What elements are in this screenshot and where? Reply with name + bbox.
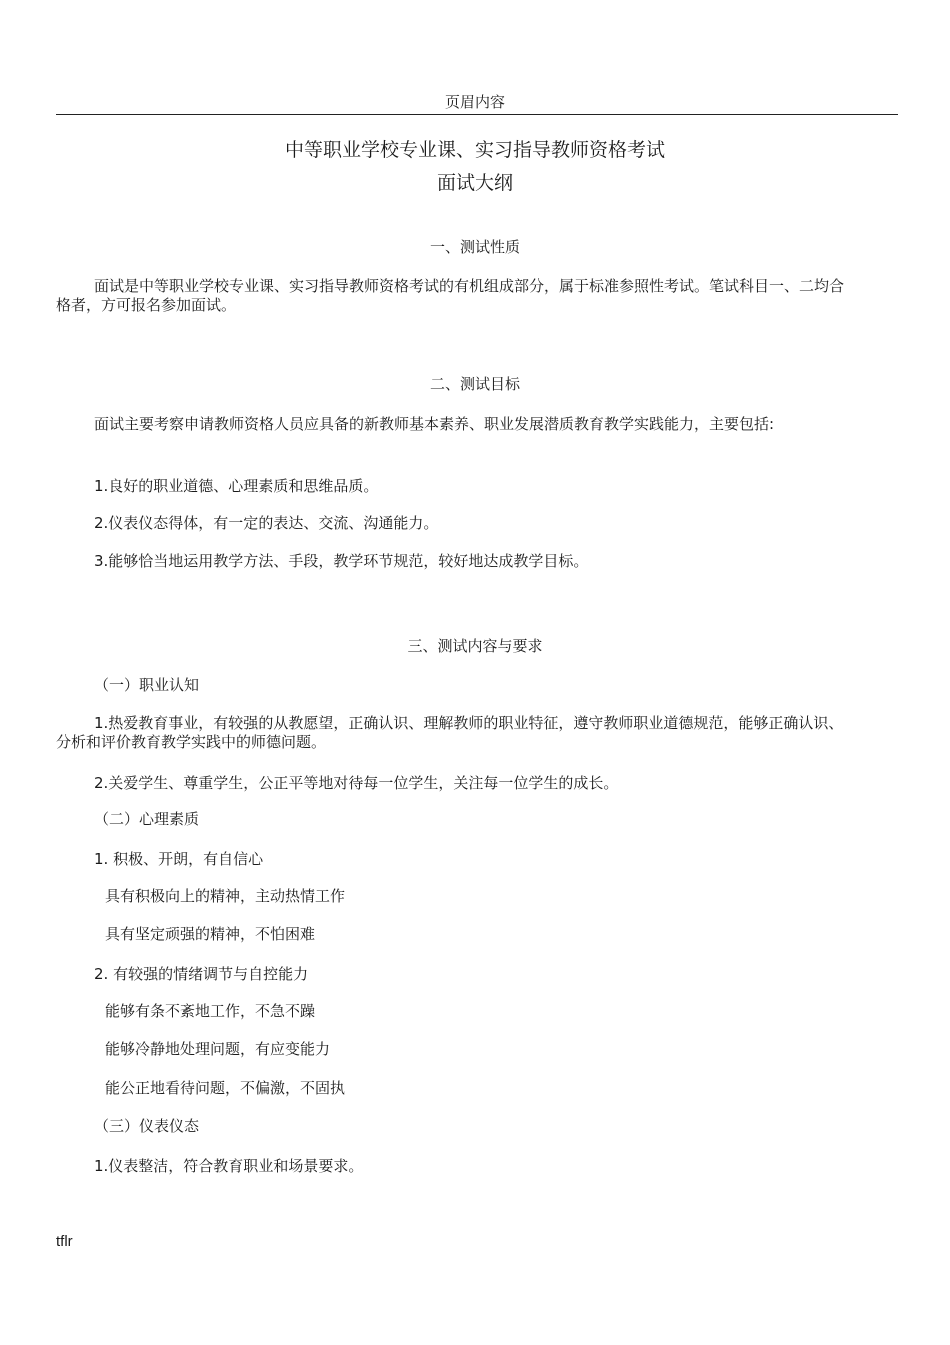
psychology-point: 能公正地看待问题，不偏激，不固执: [105, 1079, 346, 1097]
subsection-title-2: （二）心理素质: [94, 810, 200, 828]
section-heading-1: 一、测试性质: [429, 238, 520, 256]
goal-item-1: 1.良好的职业道德、心理素质和思维品质。: [94, 477, 379, 495]
psychology-point: 具有积极向上的精神，主动热情工作: [105, 887, 346, 905]
header-divider: [56, 114, 898, 115]
document-title-line-1: 中等职业学校专业课、实习指导教师资格考试: [284, 139, 665, 161]
psychology-point: 具有坚定顽强的精神，不怕困难: [105, 925, 316, 943]
page-header: 页眉内容: [444, 93, 505, 111]
career-cognition-item-2: 2.关爱学生、尊重学生，公正平等地对待每一位学生，关注每一位学生的成长。: [94, 774, 619, 792]
section-1-paragraph: 面试是中等职业学校专业课、实习指导教师资格考试的有机组成部分，属于标准参照性考试。笔试科目一、二均合格者，方可报名参加面试。: [56, 277, 845, 314]
career-cognition-paragraph: 1.热爱教育事业，有较强的从教愿望，正确认识、理解教师的职业特征，遵守教师职业道德规范，能够正确认识、分析和评价教育教学实践中的师德问题。: [56, 714, 844, 751]
section-heading-3: 三、测试内容与要求: [407, 637, 543, 655]
goal-item-2: 2.仪表仪态得体，有一定的表达、交流、沟通能力。: [94, 514, 439, 532]
psychology-point: 能够有条不紊地工作，不急不躁: [105, 1002, 316, 1020]
section-2-paragraph: 面试主要考察申请教师资格人员应具备的新教师基本素养、职业发展潜质教育教学实践能力，主要包括:: [94, 415, 775, 433]
goal-item-3: 3.能够恰当地运用教学方法、手段，教学环节规范，较好地达成教学目标。: [94, 552, 589, 570]
subsection-title-3: （三）仪表仪态: [94, 1117, 200, 1135]
psychology-group-label-2: 2. 有较强的情绪调节与自控能力: [94, 965, 309, 983]
document-title-line-2: 面试大纲: [436, 172, 513, 194]
subsection-title-1: （一）职业认知: [94, 676, 200, 694]
psychology-point: 能够冷静地处理问题，有应变能力: [105, 1040, 331, 1058]
footer-text: tflr: [56, 1233, 73, 1250]
appearance-item-1: 1.仪表整洁，符合教育职业和场景要求。: [94, 1157, 364, 1175]
section-heading-2: 二、测试目标: [429, 375, 520, 393]
psychology-group-label-1: 1. 积极、开朗，有自信心: [94, 850, 264, 868]
